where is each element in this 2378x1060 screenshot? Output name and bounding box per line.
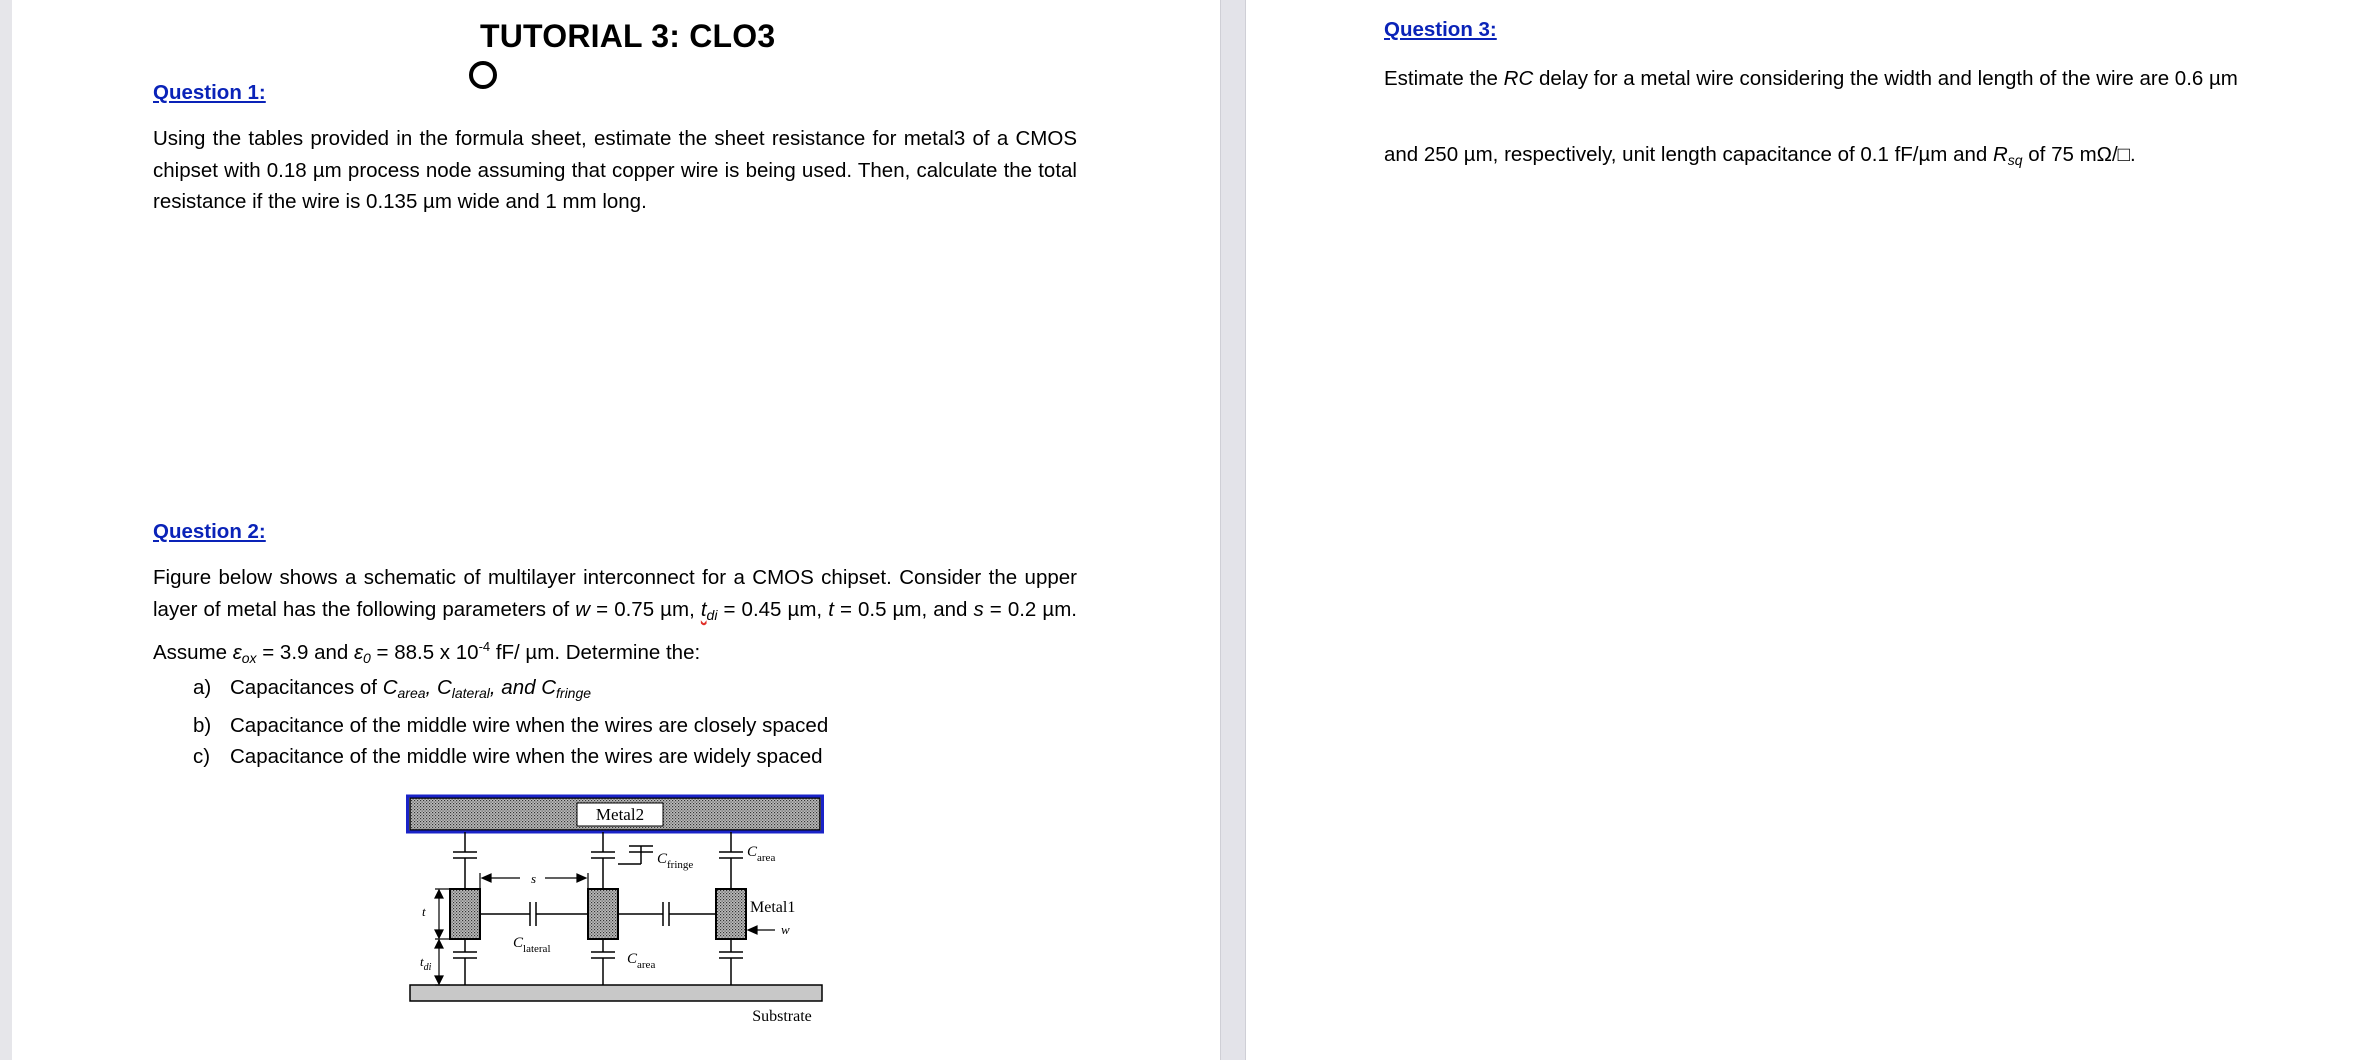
s-label: s [531, 871, 537, 886]
interconnect-figure[interactable] [405, 794, 825, 1029]
tdi-var: $t_{di}$ [700, 597, 718, 623]
q3-text-line1: Estimate the RC delay for a metal wire considering the width and length of the wire are 0.6 µm [1384, 67, 2238, 90]
q2-text: Figure below shows a schematic of multilayer interconnect for a CMOS chipset. Consider the upper layer of metal has the following parameters of w = 0.75 µm, $t_{di} = 0.45$ µm, t = 0.5 µm, and s = 0.2 µm. Assume $\varepsilon_{ox} = 3.9$ and $\varepsilon_0 = 88.5$ x $10^{-4}$ fF/ µm. Determine the: [153, 566, 1077, 666]
q1-text: Using the tables provided in the formula sheet, estimate the sheet resistance for metal3 of a CMOS chipset with 0.18 µm process node assuming that copper wire is being used. Then, calculate the total resistance if the wire is 0.135 µm wide and 1 mm long. [153, 127, 1077, 213]
c-lateral-label: $C_{lateral}$ [513, 935, 551, 955]
w-label: w [781, 922, 790, 937]
q2-sublist [193, 672, 828, 773]
q3-text-line2: and 250 µm, respectively, unit length capacitance of 0.1 fF/µm and $R_{sq}$ of 75 mΩ/□. [1384, 143, 2136, 168]
metal1-wire-left [450, 889, 480, 939]
substrate-label: Substrate [752, 1008, 812, 1025]
c-area-top-label: $C_{area}$ [747, 844, 776, 864]
metal1-wire-right [716, 889, 746, 939]
metal2-label: Metal2 [595, 805, 645, 824]
metal1-label: Metal1 [750, 899, 796, 916]
list-item: c) Capacitance of the middle wire when the wires are widely spaced [193, 745, 823, 768]
page-title: TUTORIAL 3: CLO3 [480, 18, 776, 54]
left-margin [0, 0, 12, 1060]
t-label: t [422, 904, 426, 919]
list-item: a) Capacitances of $C_{area}$, $C_{lateral}$, and $C_{fringe}$ [193, 676, 592, 701]
page-separator [1220, 0, 1246, 1060]
list-item: b) Capacitance of the middle wire when the wires are closely spaced [193, 713, 829, 737]
c-fringe-label: $C_{fringe}$ [657, 851, 694, 871]
cursor-circle-icon [469, 61, 497, 89]
q1-heading[interactable]: Question 1: [153, 81, 266, 104]
tdi-label: $t_{di}$ [420, 954, 432, 973]
c-area-bottom-label: $C_{area}$ [627, 951, 656, 971]
metal1-wire-middle [588, 889, 618, 939]
substrate-layer [410, 985, 822, 1025]
q2-heading[interactable]: Question 2: [153, 520, 266, 543]
metal2-layer [408, 796, 823, 832]
q3-heading[interactable]: Question 3: [1384, 18, 1497, 41]
